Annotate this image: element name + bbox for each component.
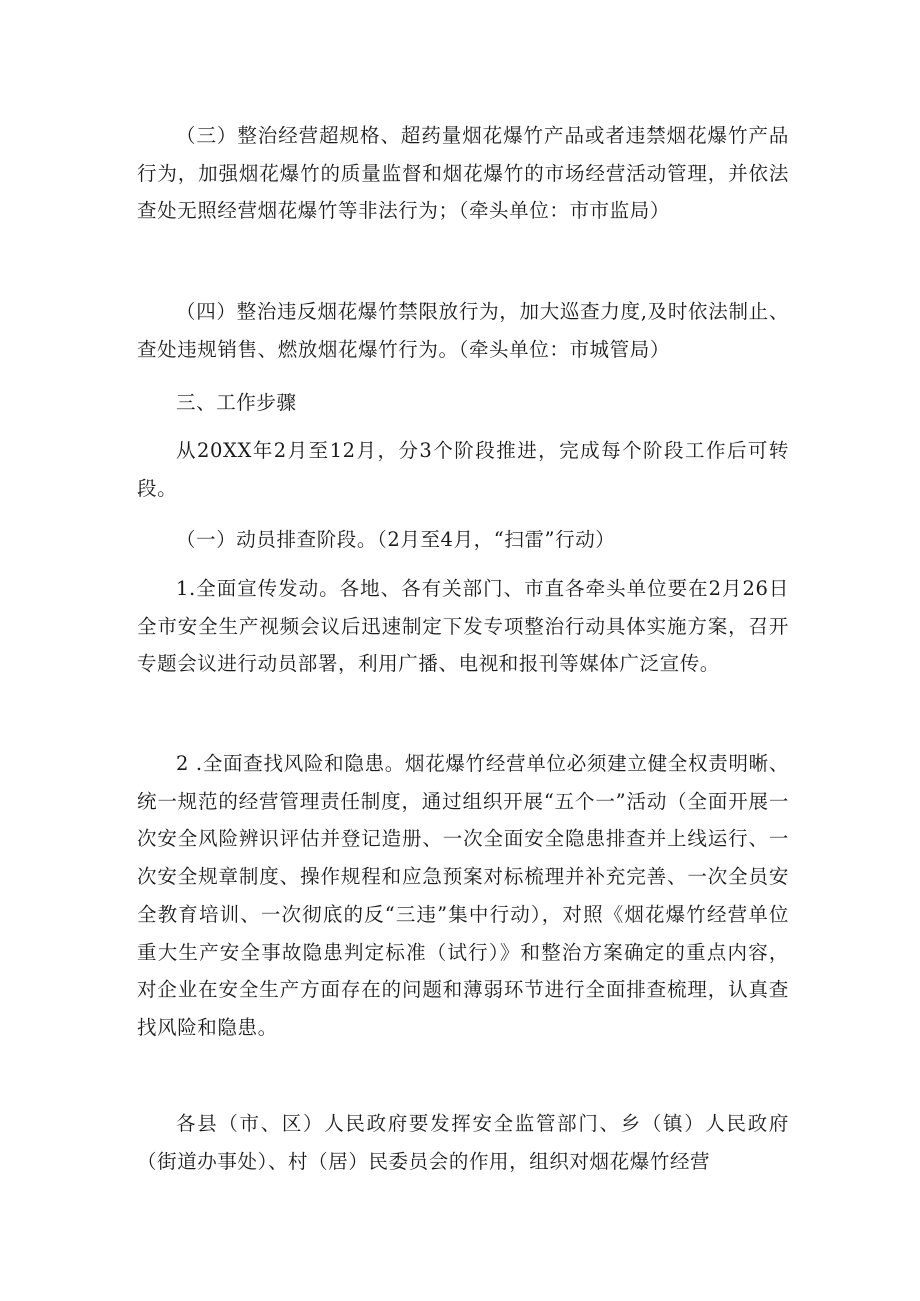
paragraph-schedule: 从20XX年2月至12月，分3个阶段推进，完成每个阶段工作后可转段。: [137, 439, 789, 500]
subheading-mobilization-stage: （一）动员排查阶段。（2月至4月，“扫雷”行动）: [176, 528, 616, 551]
paragraph-item-four-rectification: （四）整治违反烟花爆竹禁限放行为，加大巡查力度,及时依法制止、查处违规销售、燃放烟花爆竹行为。（牵头单位：市城管局）: [137, 300, 789, 361]
paragraph-risk-inspection: 2 .全面查找风险和隐患。烟花爆竹经营单位必须建立健全权责明晰、统一规范的经营管理责任制度，通过组织开展“五个一”活动（全面开展一次安全风险辨识评估并登记造册、一次全面安全隐患排查并上线运行、一次安全规章制度、操作规程和应急预案对标梳理并补充完善、一次全员安全教育培训、一次彻底的反“三违”集中行动），对照《烟花爆竹经营单位重大生产安全事故隐患判定标准（试行）》和整治方案确定的重点内容，对企业在安全生产方面存在的问题和薄弱环节进行全面排查梳理，认真查找风险和隐患。: [137, 752, 789, 1039]
paragraph-county-governments: 各县（市、区）人民政府要发挥安全监管部门、乡（镇）人民政府（街道办事处）、村（居）民委员会的作用，组织对烟花爆竹经营: [137, 1112, 789, 1173]
paragraph-item-three-rectification: （三）整治经营超规格、超药量烟花爆竹产品或者违禁烟花爆竹产品行为，加强烟花爆竹的质量监督和烟花爆竹的市场经营活动管理，并依法查处无照经营烟花爆竹等非法行为；（牵头单位：市市监局）: [137, 124, 789, 223]
section-heading-work-steps: 三、工作步骤: [176, 391, 297, 414]
paragraph-publicity: 1.全面宣传发动。各地、各有关部门、市直各牵头单位要在2月26日全市安全生产视频会议后迅速制定下发专项整治行动具体实施方案，召开专题会议进行动员部署，利用广播、电视和报刊等媒体广泛宣传。: [137, 577, 789, 676]
